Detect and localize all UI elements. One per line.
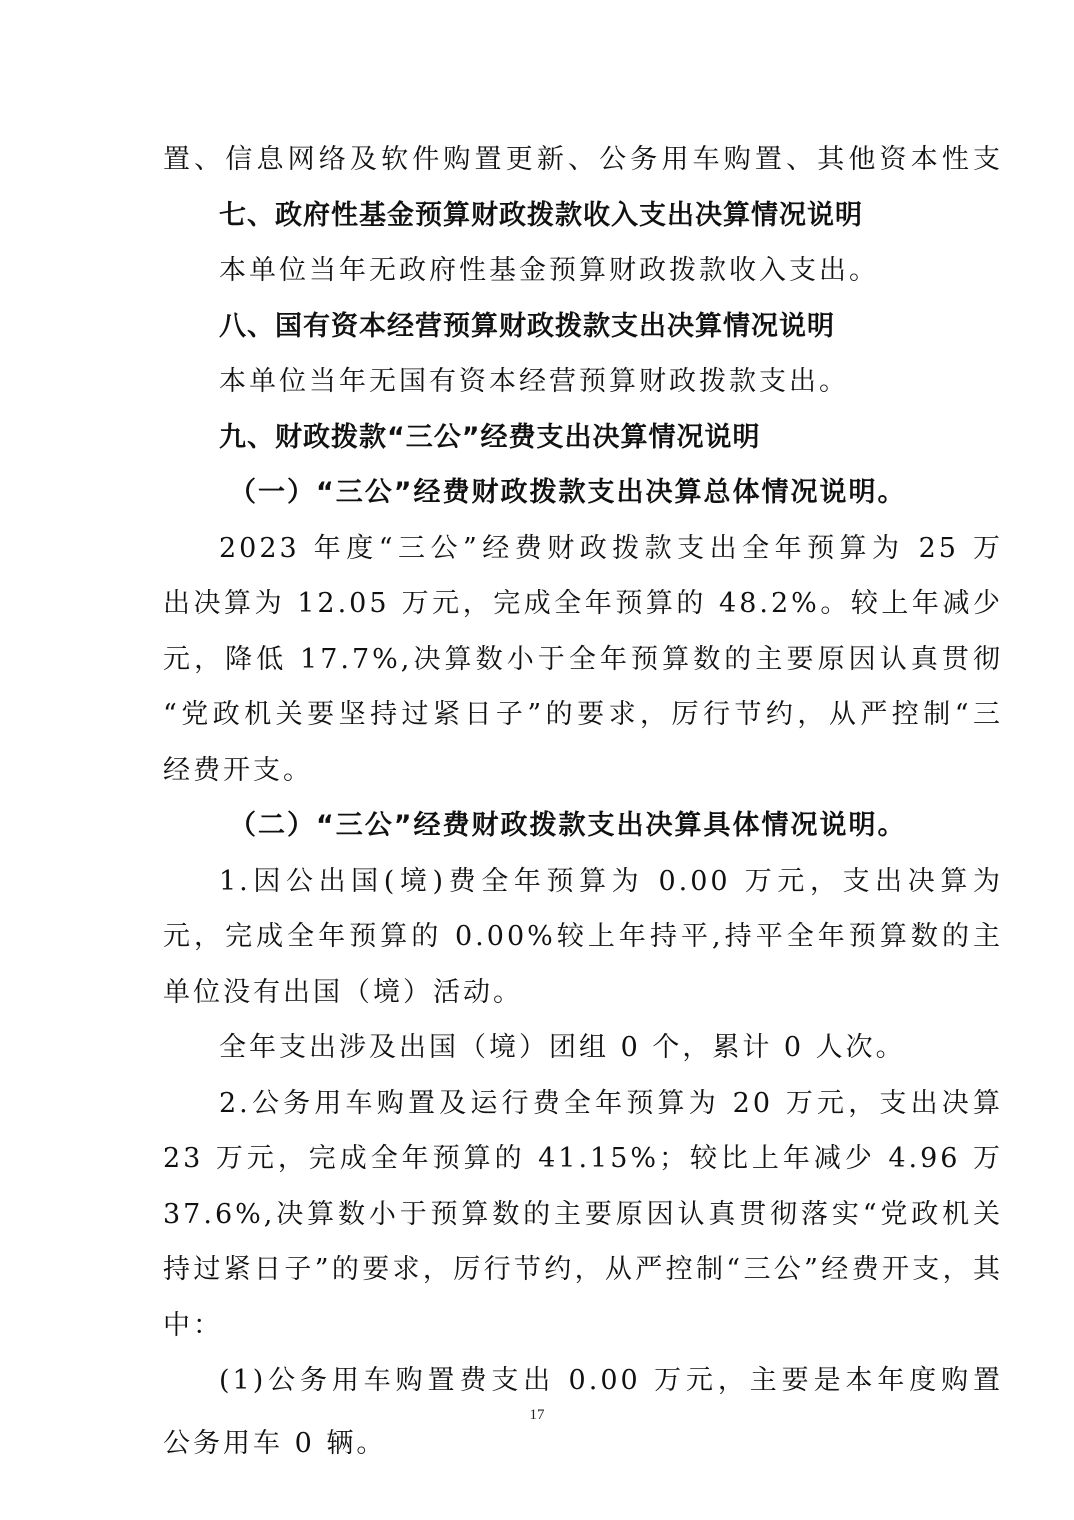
- document-body: [163, 132, 1003, 1472]
- paragraph-line: 元，降低 17.7%,决算数小于全年预算数的主要原因认真贯彻: [163, 643, 1003, 675]
- section-heading-7: 七、政府性基金预算财政拨款收入支出决算情况说明: [219, 199, 863, 231]
- page-number: 17: [529, 1407, 545, 1423]
- paragraph-line: (1)公务用车购置费支出 0.00 万元，主要是本年度购置: [219, 1365, 1003, 1396]
- subsection-heading-2: （二）“三公”经费财政拨款支出决算具体情况说明。: [229, 810, 907, 841]
- paragraph-line: 2023 年度“三公”经费财政拨款支出全年预算为 25 万: [219, 532, 1003, 564]
- paragraph-line: 元，完成全年预算的 0.00%较上年持平,持平全年预算数的主: [163, 921, 1003, 952]
- paragraph-line: 出决算为 12.05 万元，完成全年预算的 48.2%。较上年减少: [163, 588, 1003, 619]
- paragraph-line: 经费开支。: [163, 754, 313, 786]
- paragraph-line: 本单位当年无国有资本经营预算财政拨款支出。: [219, 366, 849, 397]
- section-heading-9: 九、财政拨款“三公”经费支出决算情况说明: [219, 421, 761, 453]
- paragraph-line: 置、信息网络及软件购置更新、公务用车购置、其他资本性支: [163, 144, 1003, 175]
- paragraph-line: 本单位当年无政府性基金预算财政拨款收入支出。: [219, 255, 879, 286]
- paragraph-line: 公务用车 0 辆。: [163, 1428, 387, 1459]
- paragraph-line: 全年支出涉及出国（境）团组 0 个，累计 0 人次。: [219, 1032, 906, 1063]
- paragraph-line: 持过紧日子”的要求，厉行节约，从严控制“三公”经费开支，其: [163, 1254, 1003, 1285]
- subsection-heading-1: （一）“三公”经费财政拨款支出决算总体情况说明。: [229, 477, 907, 508]
- paragraph-line: “党政机关要坚持过紧日子”的要求，厉行节约，从严控制“三: [163, 699, 1003, 730]
- section-heading-8: 八、国有资本经营预算财政拨款支出决算情况说明: [219, 310, 835, 342]
- paragraph-line: 中：: [163, 1309, 223, 1341]
- paragraph-line: 1.因公出国(境)费全年预算为 0.00 万元，支出决算为: [219, 865, 1003, 897]
- paragraph-line: 23 万元，完成全年预算的 41.15%；较比上年减少 4.96 万: [163, 1143, 1003, 1174]
- paragraph-line: 单位没有出国（境）活动。: [163, 976, 523, 1008]
- paragraph-line: 2.公务用车购置及运行费全年预算为 20 万元，支出决算: [219, 1087, 1003, 1119]
- paragraph-line: 37.6%,决算数小于预算数的主要原因认真贯彻落实“党政机关: [163, 1198, 1003, 1230]
